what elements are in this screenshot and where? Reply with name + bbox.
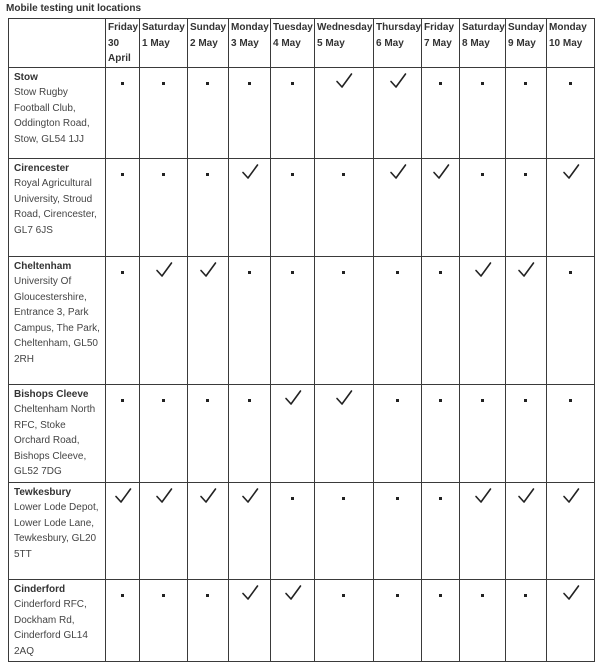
dot-icon [439, 399, 442, 402]
location-name: Cheltenham [14, 260, 72, 272]
availability-cell [106, 67, 140, 158]
checkmark-icon [284, 584, 302, 602]
checkmark-icon [389, 72, 407, 90]
checkmark-icon [199, 261, 217, 279]
checkmark-icon [284, 389, 302, 407]
availability-cell [547, 256, 595, 384]
location-address: Lower Lode Depot, Lower Lode Lane, Tewkesbury, GL20 5TT [14, 502, 99, 560]
availability-cell [460, 256, 506, 384]
availability-cell [506, 256, 547, 384]
location-address: Cinderford RFC, Dockham Rd, Cinderford GL14 2AQ [14, 599, 88, 657]
checkmark-icon [562, 487, 580, 505]
table-caption: Mobile testing unit locations [6, 3, 141, 14]
date-header: Tuesday 4 May [271, 19, 315, 68]
checkmark-icon [517, 261, 535, 279]
location-name: Cirencester [14, 162, 70, 174]
location-cell [9, 384, 106, 482]
checkmark-icon [562, 584, 580, 602]
availability-cell [140, 384, 188, 482]
dot-icon [162, 82, 165, 85]
availability-cell [140, 158, 188, 256]
availability-cell [460, 67, 506, 158]
header-row [9, 19, 595, 68]
dot-icon [524, 399, 527, 402]
location-address: Royal Agricultural University, Stroud Road, Cirencester, GL7 6JS [14, 178, 97, 236]
location-cell [9, 67, 106, 158]
dot-icon [396, 497, 399, 500]
availability-cell [229, 384, 271, 482]
dot-icon [396, 271, 399, 274]
checkmark-icon [114, 487, 132, 505]
dot-icon [162, 399, 165, 402]
dot-icon [121, 594, 124, 597]
location-address: Stow Rugby Football Club, Oddington Road, Stow, GL54 1JJ [14, 87, 90, 145]
dot-icon [524, 594, 527, 597]
dot-icon [569, 399, 572, 402]
checkmark-icon [335, 72, 353, 90]
availability-cell [271, 158, 315, 256]
availability-cell [422, 67, 460, 158]
dot-icon [121, 173, 124, 176]
checkmark-icon [155, 487, 173, 505]
dot-icon [396, 594, 399, 597]
table-row [9, 256, 595, 384]
checkmark-icon [474, 261, 492, 279]
availability-cell [547, 158, 595, 256]
availability-cell [188, 482, 229, 579]
availability-cell [422, 158, 460, 256]
dot-icon [206, 399, 209, 402]
dot-icon [291, 173, 294, 176]
availability-cell [106, 482, 140, 579]
dot-icon [481, 82, 484, 85]
location-name: Tewkesbury [14, 486, 72, 498]
availability-cell [229, 158, 271, 256]
checkmark-icon [389, 163, 407, 181]
availability-cell [140, 256, 188, 384]
availability-cell [271, 579, 315, 662]
location-address: Cheltenham North RFC, Stoke Orchard Road, Bishops Cleeve, GL52 7DG [14, 404, 96, 477]
dot-icon [439, 497, 442, 500]
availability-cell [374, 158, 422, 256]
location-header [9, 19, 106, 68]
dot-icon [342, 594, 345, 597]
availability-cell [422, 256, 460, 384]
availability-cell [106, 579, 140, 662]
dot-icon [439, 594, 442, 597]
availability-cell [188, 579, 229, 662]
availability-cell [106, 158, 140, 256]
availability-cell [315, 256, 374, 384]
dot-icon [439, 82, 442, 85]
location-name: Stow [14, 71, 38, 83]
dot-icon [248, 399, 251, 402]
location-cell [9, 579, 106, 662]
date-header: Saturday 1 May [140, 19, 188, 68]
dot-icon [342, 173, 345, 176]
availability-cell [374, 579, 422, 662]
dot-icon [121, 82, 124, 85]
dot-icon [481, 594, 484, 597]
dot-icon [481, 399, 484, 402]
availability-cell [315, 579, 374, 662]
availability-cell [460, 482, 506, 579]
availability-cell [374, 384, 422, 482]
availability-cell [271, 482, 315, 579]
availability-cell [188, 67, 229, 158]
checkmark-icon [241, 163, 259, 181]
checkmark-icon [474, 487, 492, 505]
date-header: Monday 3 May [229, 19, 271, 68]
availability-cell [506, 67, 547, 158]
checkmark-icon [517, 487, 535, 505]
location-name: Cinderford [14, 583, 66, 595]
checkmark-icon [335, 389, 353, 407]
dot-icon [524, 82, 527, 85]
availability-cell [506, 158, 547, 256]
location-cell [9, 158, 106, 256]
availability-cell [460, 158, 506, 256]
availability-cell [229, 256, 271, 384]
dot-icon [291, 271, 294, 274]
dot-icon [569, 271, 572, 274]
availability-cell [229, 579, 271, 662]
table-row [9, 67, 595, 158]
table-row [9, 579, 595, 662]
checkmark-icon [432, 163, 450, 181]
dot-icon [162, 173, 165, 176]
dot-icon [206, 594, 209, 597]
availability-cell [422, 384, 460, 482]
date-header: Saturday 8 May [460, 19, 506, 68]
table-row [9, 158, 595, 256]
date-header: Monday 10 May [547, 19, 595, 68]
dot-icon [206, 173, 209, 176]
availability-cell [271, 256, 315, 384]
dot-icon [248, 82, 251, 85]
availability-cell [315, 384, 374, 482]
date-header: Sunday 9 May [506, 19, 547, 68]
date-header: Thursday 6 May [374, 19, 422, 68]
dot-icon [206, 82, 209, 85]
date-header: Friday 30 April [106, 19, 140, 68]
availability-cell [271, 384, 315, 482]
date-header: Friday 7 May [422, 19, 460, 68]
location-cell [9, 256, 106, 384]
mobile-testing-table [8, 18, 595, 662]
dot-icon [121, 271, 124, 274]
checkmark-icon [199, 487, 217, 505]
availability-cell [229, 482, 271, 579]
dot-icon [121, 399, 124, 402]
availability-cell [422, 579, 460, 662]
dot-icon [162, 594, 165, 597]
availability-cell [460, 384, 506, 482]
checkmark-icon [155, 261, 173, 279]
availability-cell [315, 158, 374, 256]
location-cell [9, 482, 106, 579]
availability-cell [188, 158, 229, 256]
availability-cell [460, 579, 506, 662]
availability-cell [374, 67, 422, 158]
availability-cell [140, 482, 188, 579]
date-header: Wednesday 5 May [315, 19, 374, 68]
availability-cell [188, 384, 229, 482]
checkmark-icon [241, 584, 259, 602]
table-row [9, 482, 595, 579]
dot-icon [439, 271, 442, 274]
availability-cell [374, 256, 422, 384]
availability-cell [229, 67, 271, 158]
availability-cell [140, 579, 188, 662]
availability-cell [506, 384, 547, 482]
checkmark-icon [241, 487, 259, 505]
dot-icon [342, 271, 345, 274]
availability-cell [374, 482, 422, 579]
dot-icon [342, 497, 345, 500]
availability-cell [547, 482, 595, 579]
checkmark-icon [562, 163, 580, 181]
availability-cell [106, 384, 140, 482]
availability-cell [547, 384, 595, 482]
availability-cell [547, 579, 595, 662]
availability-cell [315, 67, 374, 158]
availability-cell [315, 482, 374, 579]
dot-icon [569, 82, 572, 85]
dot-icon [481, 173, 484, 176]
availability-cell [506, 482, 547, 579]
availability-cell [506, 579, 547, 662]
table-row [9, 384, 595, 482]
availability-cell [547, 67, 595, 158]
availability-cell [106, 256, 140, 384]
availability-cell [271, 67, 315, 158]
location-name: Bishops Cleeve [14, 388, 89, 400]
dot-icon [396, 399, 399, 402]
dot-icon [291, 82, 294, 85]
dot-icon [524, 173, 527, 176]
availability-cell [140, 67, 188, 158]
dot-icon [291, 497, 294, 500]
date-header: Sunday 2 May [188, 19, 229, 68]
location-address: University Of Gloucestershire, Entrance 3, Park Campus, The Park, Cheltenham, GL50 2RH [14, 276, 100, 365]
availability-cell [422, 482, 460, 579]
availability-cell [188, 256, 229, 384]
dot-icon [248, 271, 251, 274]
